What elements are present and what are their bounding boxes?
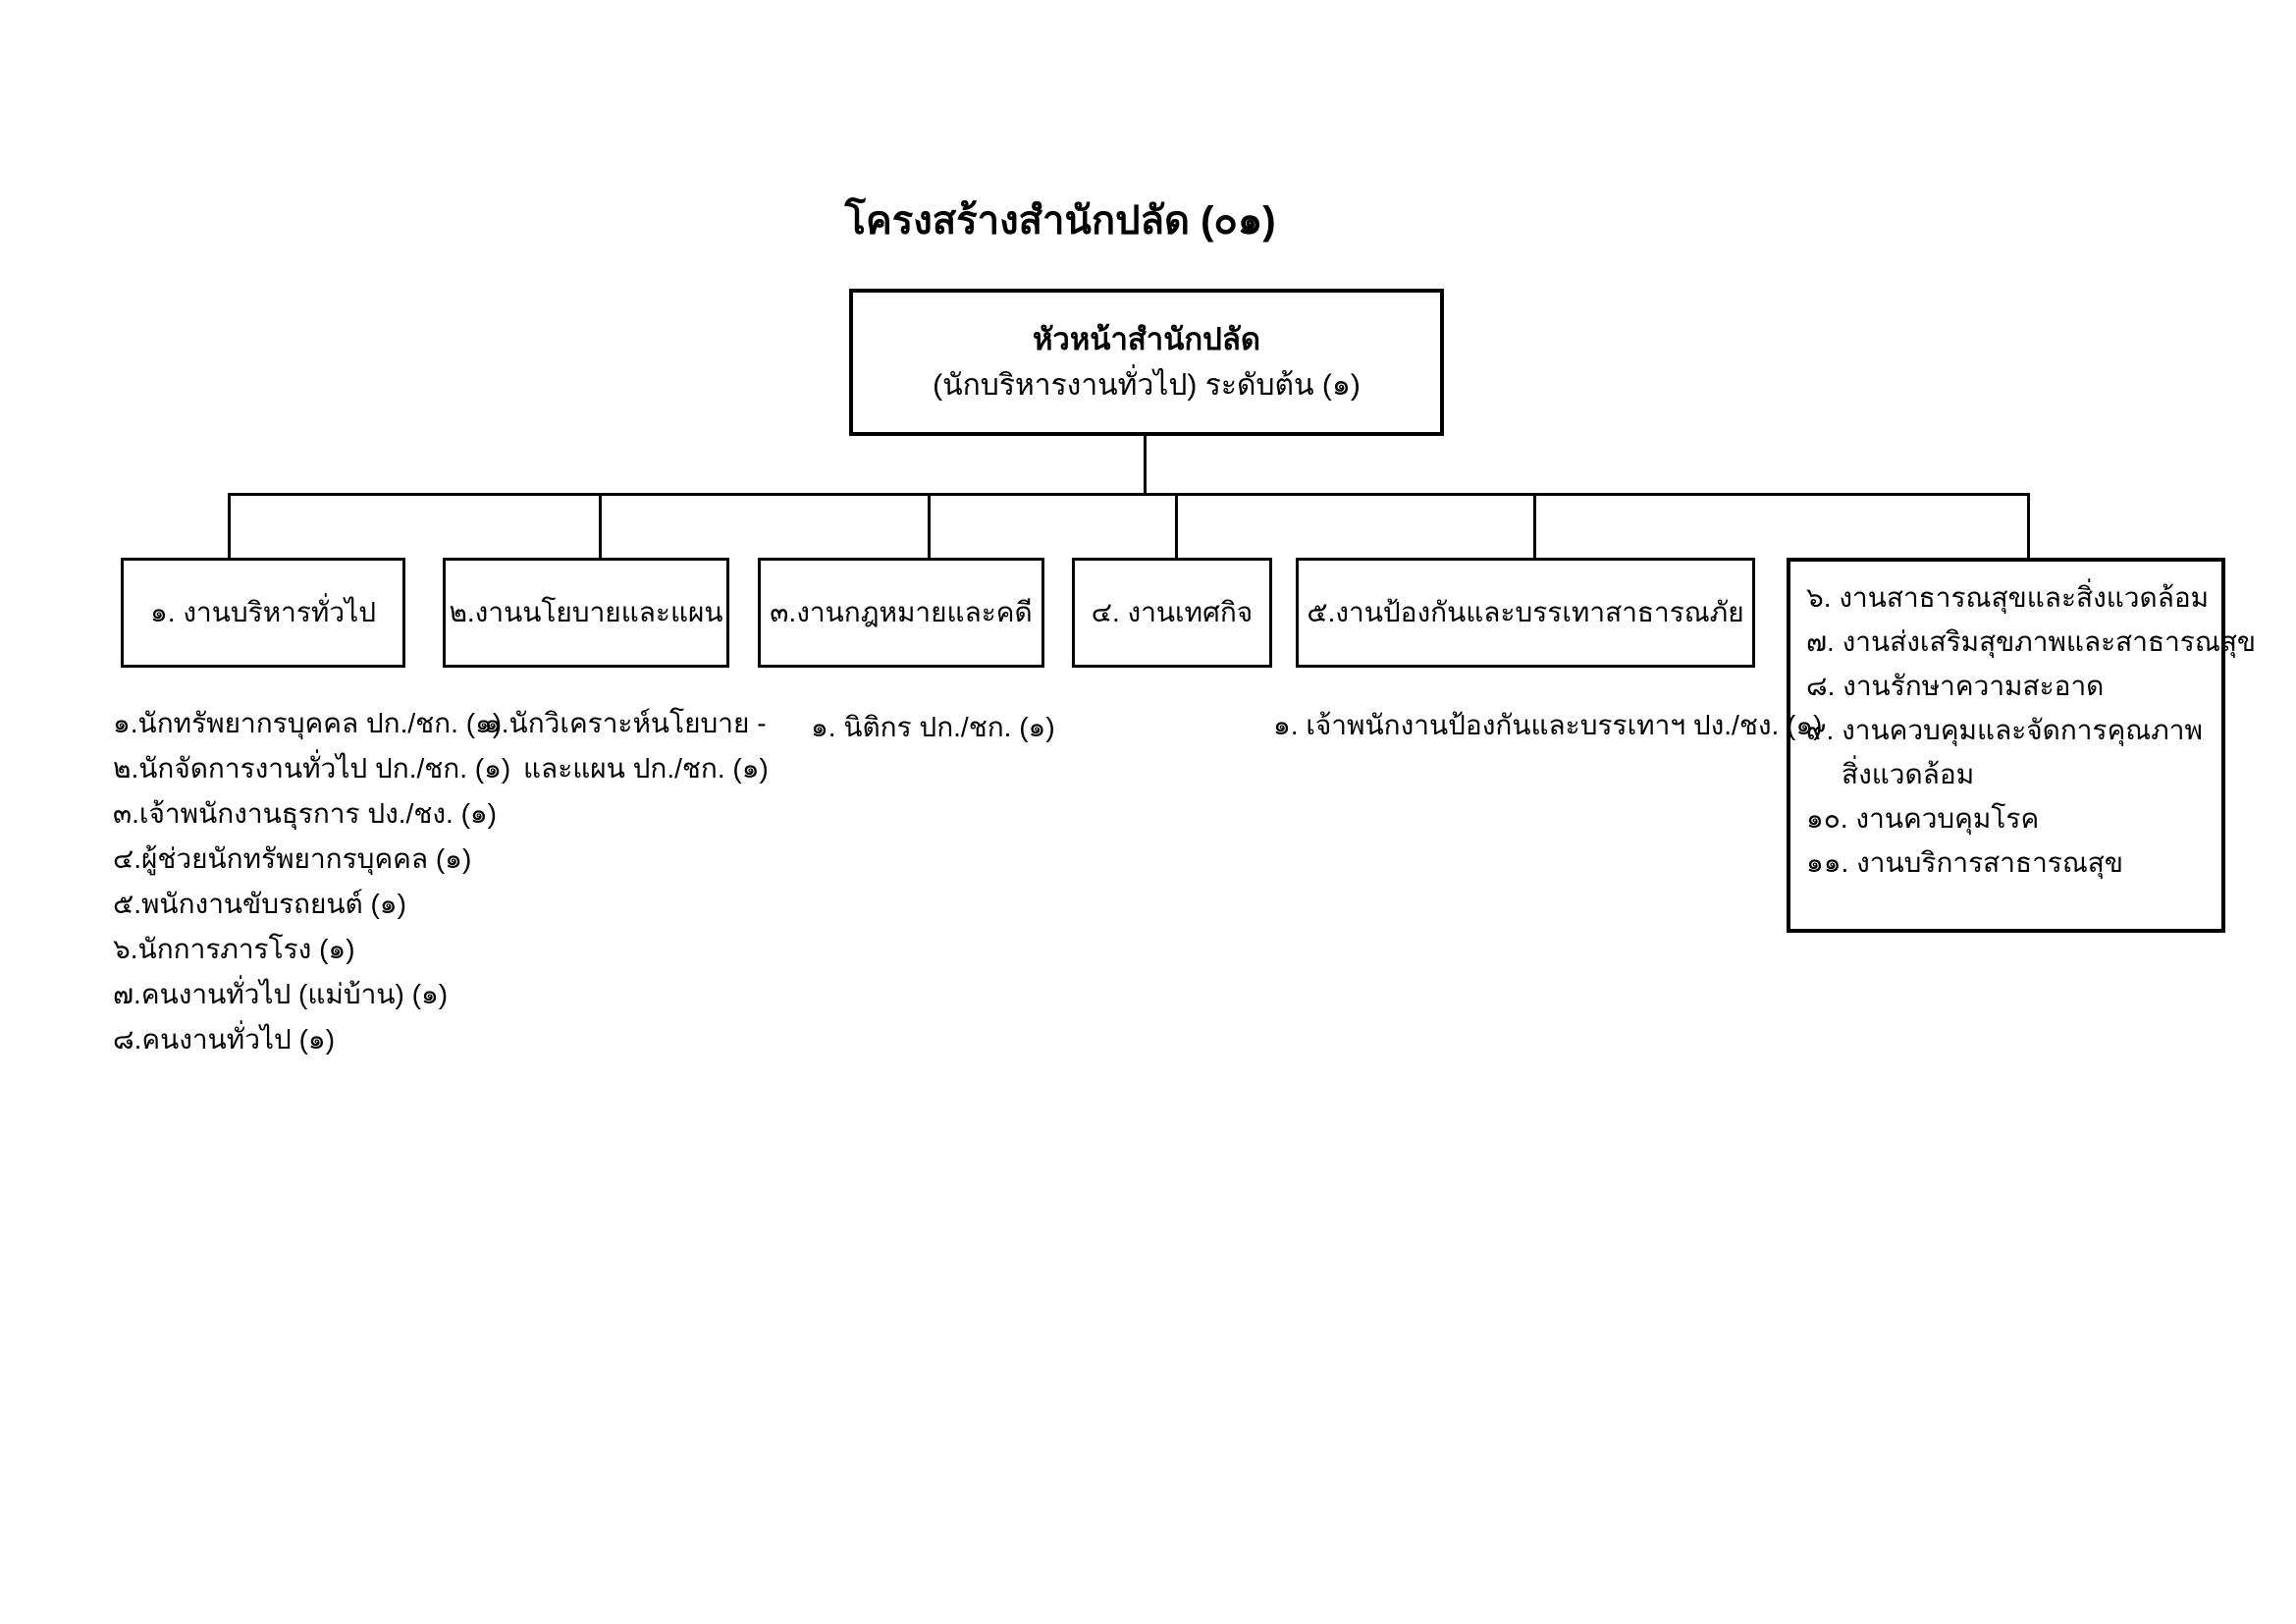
connector-root-drop <box>1144 436 1147 496</box>
connector-stub-1 <box>228 493 231 558</box>
health-line: ๙. งานควบคุมและจัดการคุณภาพ <box>1806 715 2203 745</box>
staff-item: ๑.นักทรัพยากรบุคคล ปก./ชก. (๑) <box>113 708 503 738</box>
dept-box-policy-plan <box>443 558 729 668</box>
staff-list-policy-plan <box>484 701 769 791</box>
connector-stub-3 <box>928 493 931 558</box>
health-line-continuation: สิ่งแวดล้อม <box>1842 759 1975 789</box>
connector-stub-6 <box>2027 493 2030 558</box>
dept-box-public-health <box>1787 558 2257 933</box>
staff-item: ๔.ผู้ช่วยนักทรัพยากรบุคคล (๑) <box>113 843 472 874</box>
staff-item: ๗.คนงานทั่วไป (แม่บ้าน) (๑) <box>113 979 449 1009</box>
staff-list-disaster-prevention <box>1273 703 1822 748</box>
connector-stub-2 <box>599 493 602 558</box>
root-box-subtitle: (นักบริหารงานทั่วไป) ระดับต้น (๑) <box>933 369 1361 402</box>
health-line: ๖. งานสาธารณสุขและสิ่งแวดล้อม <box>1806 582 2210 613</box>
dept-box-label: ๒.งานนโยบายและแผน <box>449 597 723 627</box>
staff-item: ๖.นักการภารโรง (๑) <box>113 934 355 964</box>
health-line: ๑๐. งานควบคุมโรค <box>1806 803 2040 834</box>
staff-item: ๑.นักวิเคราะห์นโยบาย - <box>484 708 767 738</box>
root-box-title: หัวหน้าสำนักปลัด <box>1033 322 1260 356</box>
dept-box-disaster-prevention <box>1296 558 1755 668</box>
dept-box-municipal-enforcement <box>1072 558 1272 668</box>
dept-box-label: ๕.งานป้องกันและบรรเทาสาธารณภัย <box>1307 597 1744 627</box>
staff-list-legal <box>811 705 1055 750</box>
dept-box-label: ๓.งานกฎหมายและคดี <box>770 597 1033 627</box>
health-line: ๘. งานรักษาความสะอาด <box>1806 671 2105 701</box>
dept-box-legal <box>758 558 1044 668</box>
staff-item: ๑. นิติกร ปก./ชก. (๑) <box>811 712 1055 742</box>
dept-box-label: ๔. งานเทศกิจ <box>1091 597 1254 627</box>
staff-item: ๓.เจ้าพนักงานธุรการ ปง./ชง. (๑) <box>113 798 497 829</box>
chart-title: โครงสร้างสำนักปลัด (๐๑) <box>844 199 1276 243</box>
health-line: ๑๑. งานบริการสาธารณสุข <box>1806 847 2124 878</box>
staff-item: ๕.พนักงานขับรถยนต์ (๑) <box>113 889 406 919</box>
dept-box-label: ๑. งานบริหารทั่วไป <box>150 597 376 627</box>
staff-item: ๘.คนงานทั่วไป (๑) <box>113 1024 336 1055</box>
connector-horizontal <box>228 493 2030 496</box>
root-box <box>849 289 1444 436</box>
dept-box-general-admin <box>121 558 405 668</box>
staff-list-general-admin <box>113 701 510 1062</box>
staff-item: ๒.นักจัดการงานทั่วไป ปก./ชก. (๑) <box>113 753 511 784</box>
staff-item: ๑. เจ้าพนักงานป้องกันและบรรเทาฯ ปง./ชง. (๑) <box>1273 710 1823 740</box>
health-line: ๗. งานส่งเสริมสุขภาพและสาธารณสุข <box>1806 626 2257 657</box>
connector-stub-4 <box>1175 493 1178 558</box>
staff-item-continuation: และแผน ปก./ชก. (๑) <box>523 753 769 784</box>
connector-stub-5 <box>1533 493 1536 558</box>
